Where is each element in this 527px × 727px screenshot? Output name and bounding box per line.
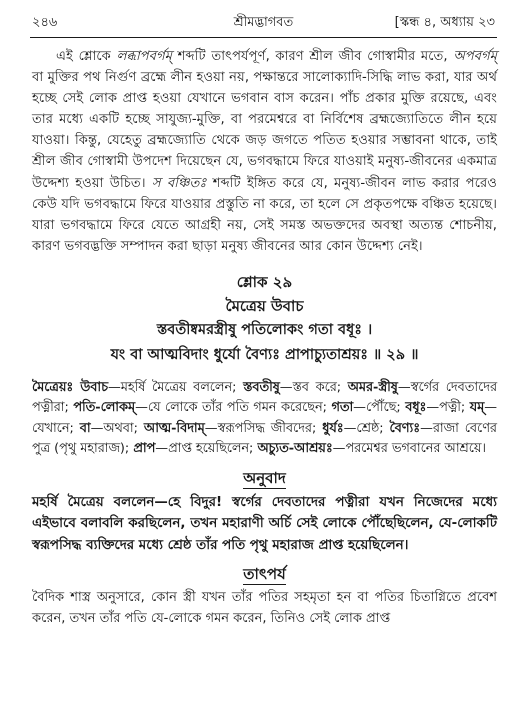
page-header [32,13,495,35]
header-rule [30,37,497,38]
verse-line-2: যং বা আত্মবিদাং ধুর্যো বৈণ্যঃ প্রাপাচ্যুতাশ্রয়ঃ ॥ ২৯ ॥ [110,346,419,363]
sanskrit-term: স বঞ্চিতঃ [151,175,207,191]
page-body [32,46,497,629]
synonym-meaning: অথবা [103,420,134,436]
purport-segment: শব্দটি ইঙ্গিত করে যে, মনুষ্য-জীবন লাভ করার পরেও কেউ যদি ভগবদ্ধামে ফিরে যাওয়ার প্রস্তুতি না করে, তা হলে সে প্রকৃতপক্ষে বঞ্চিত হয়েছে। যারা ভগবদ্ধামে ফিরে যেতে আগ্রহী নয়, সেই সমস্ত অভক্তদের অবস্থা অত্যন্ত শোচনীয়, কারণ ভগবদ্ভক্তি সম্পাদন করা ছাড়া মনুষ্য জীবনের আর কোন উদ্দেশ্য নেই। [32,175,498,254]
purport-segment: এই শ্লোকে [56,49,117,64]
synonym-term: ধুর্যঃ [322,420,344,436]
verse-speaker: মৈত্রেয় উবাচ [225,296,304,315]
synonym-term: মৈত্রেয়ঃ উবাচ [32,379,108,395]
synonym-term: বৈণ্যঃ [389,420,421,436]
synonym-meaning: যেখানে [32,420,70,436]
verse-line-1: স্তবতীষ্বমরস্ত্রীষু পতিলোকং গতা বধূঃ । [156,321,373,338]
synonym-meaning: স্বর্গের দেবতাদের পত্নীরা [32,379,497,416]
synonym-meaning: রাজা বেণের পুত্র (পৃথু মহারাজ) [32,420,497,457]
purport-text: বৈদিক শাস্ত্র অনুসারে, কোন স্ত্রী যখন তাঁর পতির সহমৃতা হন বা পতির চিতাগ্নিতে প্রবেশ করেন, তখন তাঁর পতি যে-লোকে গমন করেন, তিনিও সেই লোক প্রাপ্ত [32,590,497,627]
chapter-reference: [স্কন্ধ ৪, অধ্যায় ২৩ [394,15,495,30]
synonym-meaning: স্তব করে [292,379,337,395]
synonym-meaning: প্রাপ্ত হয়েছিলেন [168,441,250,457]
synonym-term: বা [79,420,91,436]
verse-label: শ্লোক ২৯ [236,272,293,291]
synonym-meaning: মহর্ষি মৈত্রেয় বললেন [120,379,233,395]
synonym-meaning: শ্রেষ্ঠ [356,420,380,436]
synonym-meaning: পৌঁছে [365,400,397,416]
sanskrit-term: লব্ধাপবর্গম্ [116,49,172,64]
purport-segment: বা মুক্তির পথ নির্গুণ ব্রহ্মে লীন হওয়া নয়, পক্ষান্তরে সালোক্যাদি-সিদ্ধি লাভ করা, যার অর্থ হচ্ছে সেই লোক প্রাপ্ত হওয়া যেখানে ভগবান বাস করেন। পাঁচ প্রকার মুক্তি রয়েছে, এবং তার মধ্যে একটি হচ্ছে সাযুজ্য-মুক্তি, বা পরমেশ্বরে বা নির্বিশেষ ব্রহ্মজ্যোতিতে লীন হয়ে যাওয়া। কিন্তু, যেহেতু ব্রহ্মজ্যোতি থেকে জড় জগতে পতিত হওয়ার সম্ভাবনা থাকে, তাই শ্রীল জীব গোস্বামী উপদেশ দিয়েছেন যে, ভগবদ্ধামে ফিরে যাওয়াই মনুষ্য-জীবনের একমাত্র উদ্দেশ্য হওয়া উচিত। [32,70,497,191]
purport-segment: শব্দটি তাৎপর্যপূর্ণ, কারণ শ্রীল জীব গোস্বামীর মতে, [171,49,454,64]
purport-continuation [32,46,497,257]
word-synonyms: মৈত্রেয়ঃ উবাচ—মহর্ষি মৈত্রেয় বললেন; স্তবতীষু—স্তব করে; অমর-স্ত্রীষু—স্বর্গের দেবতাদের পত্নীরা; পতি-লোকম্—যে লোকে তাঁর পতি গমন করেছেন; গতা—পৌঁছে; বধূঃ—পত্নী; যম্—যেখানে; বা—অথবা; আত্ম-বিদাম্—স্বরূপসিদ্ধ জীবদের; ধুর্যঃ—শ্রেষ্ঠ; বৈণ্যঃ—রাজা বেণের পুত্র (পৃথু মহারাজ); প্রাপ—প্রাপ্ত হয়েছিলেন; অচ্যুত-আশ্রয়ঃ—পরমেশ্বর ভগবানের আশ্রয়ে। [32,379,497,457]
purport-heading: তাৎপর্য [243,565,286,584]
synonym-term: স্তবতীষু [243,379,280,395]
synonym-meaning: পরমেশ্বর ভগবানের আশ্রয়ে [345,441,482,457]
translation-text: মহর্ষি মৈত্রেয় বললেন—হে বিদুর! স্বর্গের দেবতাদের পত্নীরা যখন নিজেদের মধ্যে এইভাবে বলাবলি করছিলেন, তখন মহারাণী অর্চি সেই লোকে পৌঁছেছিলেন, যে-লোকটি স্বরূপসিদ্ধ ব্যক্তিদের মধ্যে শ্রেষ্ঠ তাঁর পতি পৃথু মহারাজ প্রাপ্ত হয়েছিলেন। [32,494,497,553]
synonym-meaning: পত্নী [439,400,461,416]
synonym-term: বধূঃ [405,400,427,416]
synonym-term: অমর-স্ত্রীষু [347,379,398,395]
synonym-term: গতা [331,400,354,416]
page-number: ২৪৬ [32,15,58,30]
sanskrit-term: অপবর্গম্ [453,49,497,64]
synonym-term: প্রাপ [133,441,156,457]
synonym-meaning: যে লোকে তাঁর পতি গমন করেছেন [147,400,323,416]
synonym-term: পতি-লোকম্ [73,400,136,416]
synonym-term: আত্ম-বিদাম্ [143,420,205,436]
book-title: শ্রীমদ্ভাগবত [233,15,294,30]
synonym-meaning: স্বরূপসিদ্ধ জীবদের [217,420,312,436]
synonym-term: অচ্যুত-আশ্রয়ঃ [257,441,333,457]
synonym-term: যম্ [469,400,485,416]
translation-heading: অনুবাদ [243,468,286,487]
